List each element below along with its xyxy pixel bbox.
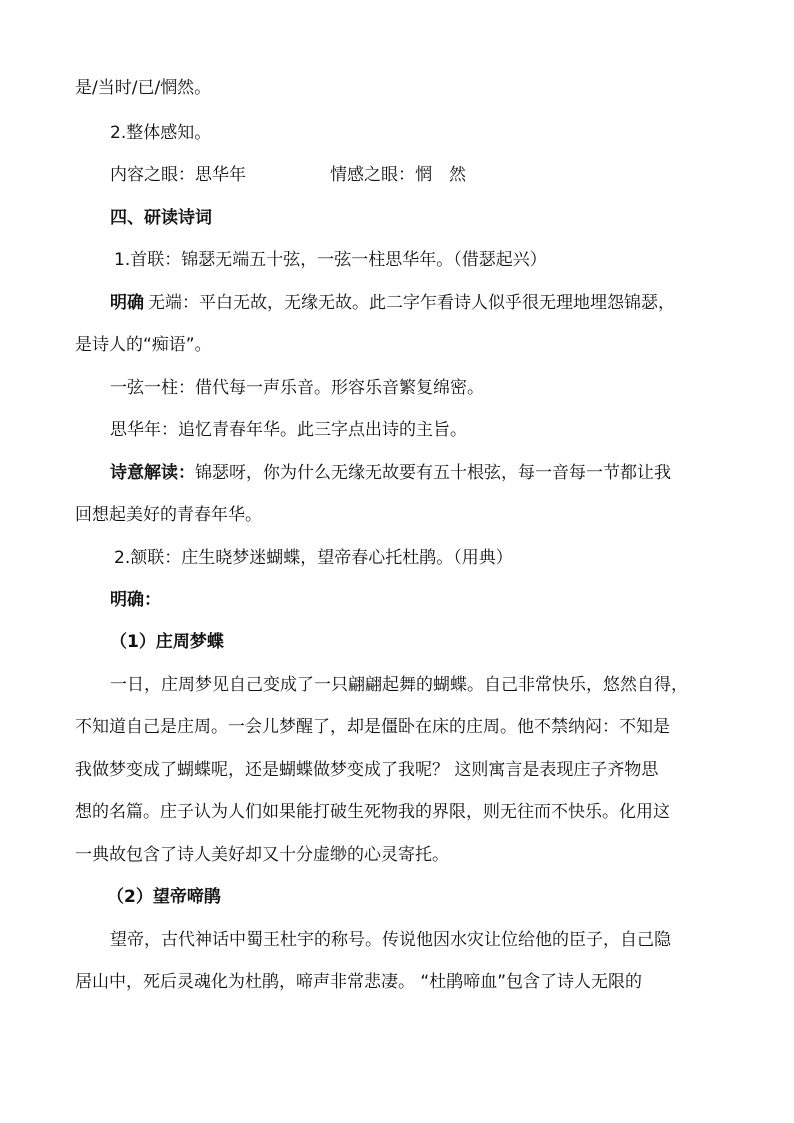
line-17: 我做梦变成了蝴蝶呢，还是蝴蝶做梦变成了我呢？ 这则寓言是表现庄子齐物思 bbox=[75, 760, 659, 780]
line-clarify-1 bbox=[110, 292, 675, 314]
line-11: 回想起美好的青春年华。 bbox=[75, 505, 262, 525]
line-21: 望帝，古代神话中蜀王杜宇的称号。传说他因水灾让位给他的臣子，自己隐 bbox=[110, 930, 671, 950]
line-eyes bbox=[110, 164, 466, 186]
section-overall-perception: 2.整体感知。 bbox=[110, 123, 212, 143]
line-15: 一日，庄周梦见自己变成了一只翩翩起舞的蝴蝶。自己非常快乐，悠然自得， bbox=[110, 675, 688, 695]
line-7: 是诗人的“痴语”。 bbox=[75, 335, 212, 355]
line-9: 思华年：追忆青春年华。此三字点出诗的主旨。 bbox=[110, 420, 467, 440]
interpretation-label: 诗意解读： bbox=[110, 463, 195, 483]
line-16: 不知道自己是庄周。一会儿梦醒了，却是僵卧在床的庄周。他不禁纳闷：不知是 bbox=[75, 717, 670, 737]
interpretation-text: 锦瑟呀，你为什么无缘无故要有五十根弦，每一音每一节都让我 bbox=[195, 463, 671, 483]
line-19: 一典故包含了诗人美好却又十分虚缈的心灵寄托。 bbox=[75, 845, 449, 865]
content-eye: 内容之眼：思华年 bbox=[110, 165, 246, 185]
subheading-zhuangzhou: （1）庄周梦蝶 bbox=[110, 632, 224, 652]
heading-study-poem: 四、研读诗词 bbox=[110, 208, 212, 228]
subheading-wangdi: （2）望帝啼鹃 bbox=[107, 887, 221, 907]
line-22: 居山中，死后灵魂化为杜鹃，啼声非常悲凄。 “杜鹃啼血”包含了诗人无限的 bbox=[75, 972, 643, 992]
line-interpretation bbox=[110, 462, 671, 484]
line-1: 是/当时/已/惘然。 bbox=[75, 78, 212, 98]
clarify-label: 明确 bbox=[110, 293, 144, 313]
second-couplet: 2.颔联：庄生晓梦迷蝴蝶，望帝春心托杜鹃。（用典） bbox=[114, 548, 513, 568]
line-18: 想的名篇。庄子认为人们如果能打破生死物我的界限，则无往而不快乐。化用这 bbox=[75, 802, 670, 822]
clarify-text: 无端：平白无故，无缘无故。此二字乍看诗人似乎很无理地埋怨锦瑟， bbox=[148, 293, 675, 313]
line-8: 一弦一柱：借代每一声乐音。形容乐音繁复绵密。 bbox=[110, 378, 484, 398]
clarify-heading: 明确： bbox=[110, 590, 161, 610]
emotion-eye: 情感之眼：惘 然 bbox=[330, 165, 466, 185]
first-couplet: 1.首联：锦瑟无端五十弦，一弦一柱思华年。（借瑟起兴） bbox=[114, 250, 547, 270]
